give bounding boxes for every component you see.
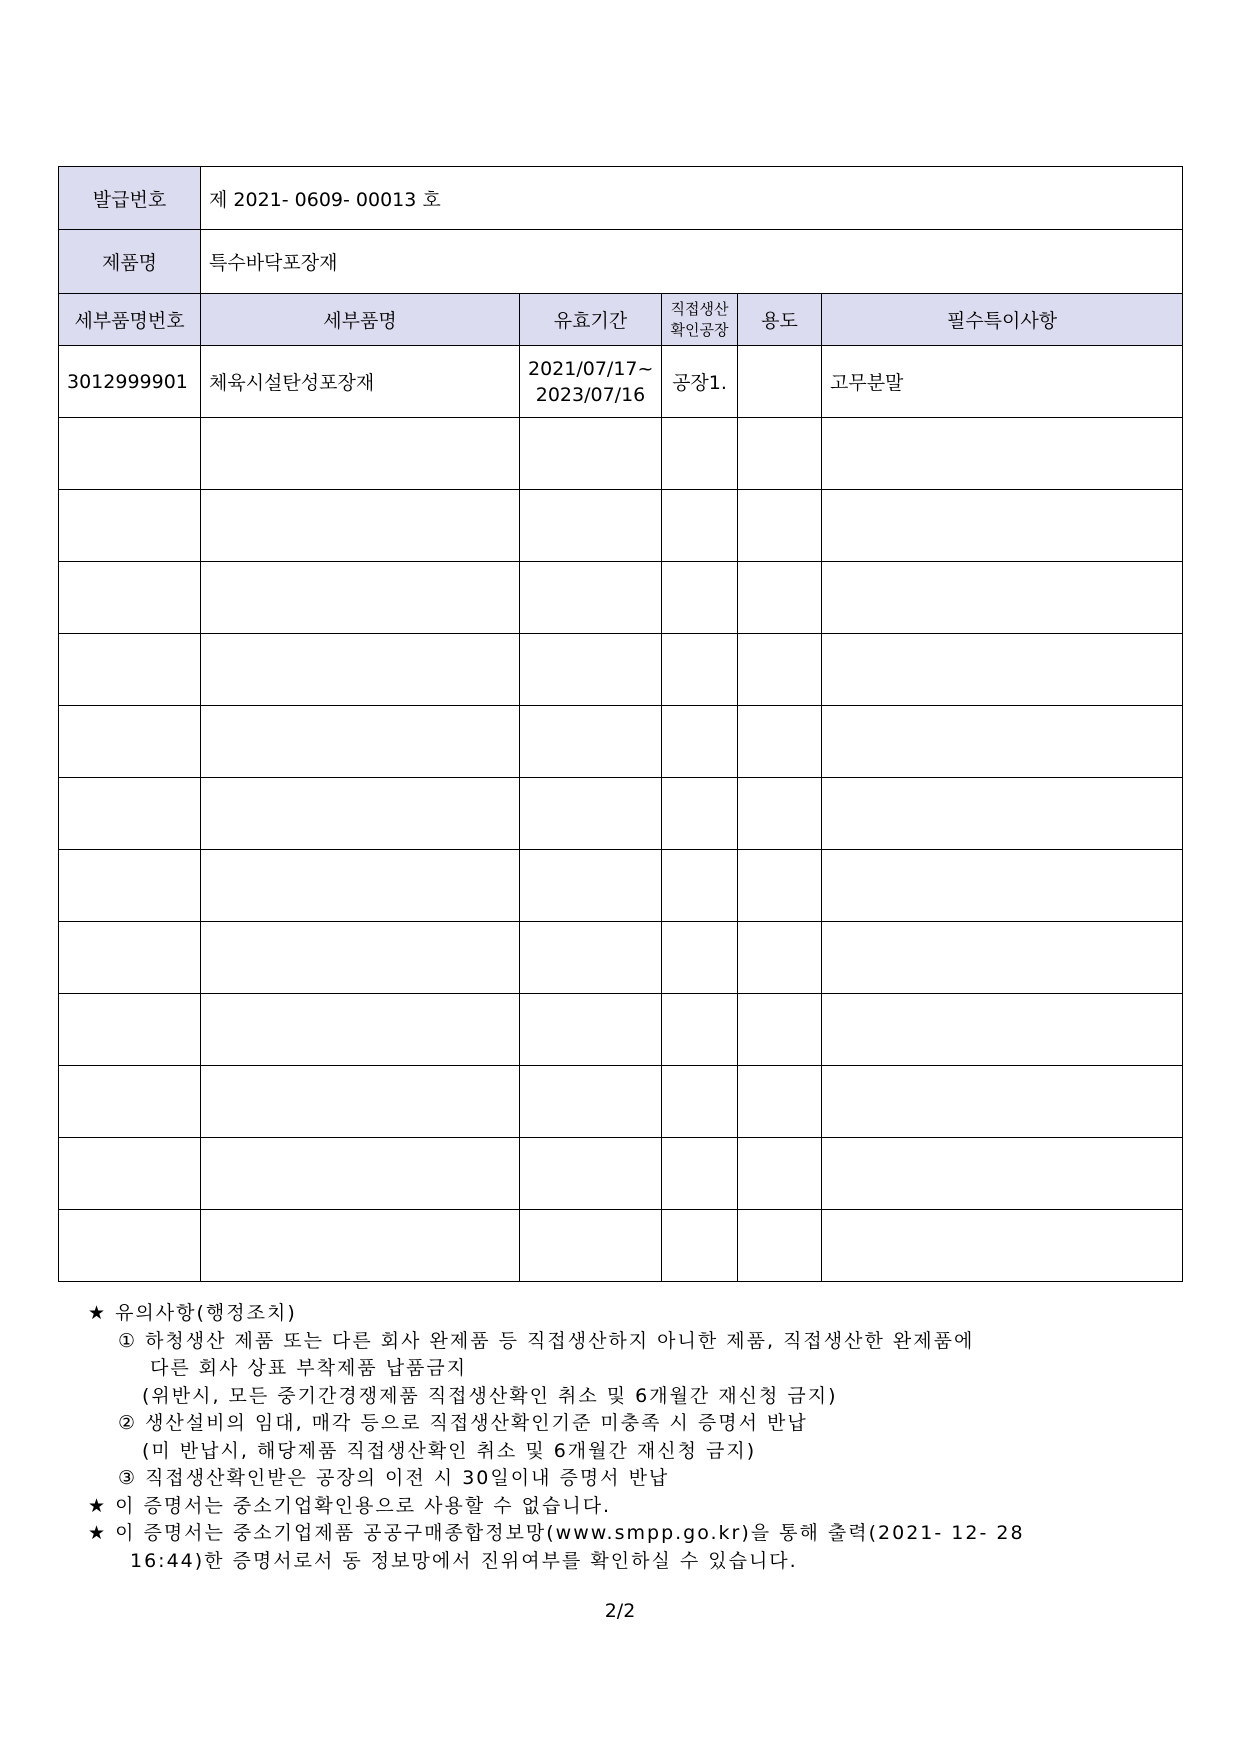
cell-factory — [662, 418, 738, 490]
cell-notes — [822, 1138, 1183, 1210]
issue-number-value: 제 2021- 0609- 00013 호 — [201, 167, 1183, 230]
column-header-row — [59, 294, 1183, 346]
cell-usage — [738, 1066, 822, 1138]
cell-notes — [822, 850, 1183, 922]
cell-usage — [738, 634, 822, 706]
cell-notes — [822, 1210, 1183, 1282]
col-header-notes: 필수특이사항 — [822, 294, 1183, 346]
cell-factory — [662, 1138, 738, 1210]
note-not-for-sme: ★ 이 증명서는 중소기업확인용으로 사용할 수 없습니다. — [88, 1494, 612, 1517]
cell-period — [520, 994, 662, 1066]
note-verification-cont: 16:44)한 증명서로서 동 정보망에서 진위여부를 확인하실 수 있습니다. — [130, 1549, 798, 1572]
cell-code: 3012999901 — [59, 346, 201, 418]
cell-code — [59, 634, 201, 706]
table-row — [59, 850, 1183, 922]
cell-usage — [738, 778, 822, 850]
cell-period — [520, 1066, 662, 1138]
cell-notes — [822, 490, 1183, 562]
cell-notes — [822, 562, 1183, 634]
cell-notes — [822, 634, 1183, 706]
col-header-code: 세부품명번호 — [59, 294, 201, 346]
cell-notes — [822, 994, 1183, 1066]
cell-factory — [662, 1066, 738, 1138]
cell-usage — [738, 562, 822, 634]
cell-period — [520, 490, 662, 562]
table-row — [59, 994, 1183, 1066]
table-row — [59, 490, 1183, 562]
cell-factory — [662, 994, 738, 1066]
cell-code — [59, 490, 201, 562]
cell-factory — [662, 634, 738, 706]
cell-notes — [822, 922, 1183, 994]
cell-name — [201, 562, 520, 634]
issue-number-label: 발급번호 — [59, 167, 201, 230]
cell-code — [59, 922, 201, 994]
cell-usage — [738, 418, 822, 490]
cell-name — [201, 418, 520, 490]
table-row — [59, 634, 1183, 706]
table-row — [59, 562, 1183, 634]
table-row — [59, 1138, 1183, 1210]
cell-period — [520, 418, 662, 490]
table-body — [59, 346, 1183, 1282]
cell-usage — [738, 346, 822, 418]
cell-notes — [822, 418, 1183, 490]
cell-code — [59, 850, 201, 922]
table-row — [59, 418, 1183, 490]
cell-factory — [662, 490, 738, 562]
cell-period — [520, 850, 662, 922]
cell-name — [201, 706, 520, 778]
cell-period — [520, 634, 662, 706]
cell-factory — [662, 850, 738, 922]
cell-usage — [738, 1138, 822, 1210]
note-item-2: ② 생산설비의 임대, 매각 등으로 직접생산확인기준 미충족 시 증명서 반납 — [118, 1412, 808, 1434]
cell-name — [201, 634, 520, 706]
cell-usage — [738, 994, 822, 1066]
table-row — [59, 1210, 1183, 1282]
cell-factory — [662, 562, 738, 634]
note-verification: ★ 이 증명서는 중소기업제품 공공구매종합정보망(www.smpp.go.kr)을 통해 출력(2021- 12- 28 — [88, 1522, 1025, 1544]
note-item-1-penalty: (위반시, 모든 중기간경쟁제품 직접생산확인 취소 및 6개월간 재신청 금지) — [142, 1384, 838, 1407]
cell-factory — [662, 706, 738, 778]
note-item-1: ① 하청생산 제품 또는 다른 회사 완제품 등 직접생산하지 아니한 제품, 직접생산한 완제품에 — [118, 1329, 975, 1352]
product-name-label: 제품명 — [59, 230, 201, 294]
cell-code — [59, 1066, 201, 1138]
cell-code — [59, 1210, 201, 1282]
cell-name — [201, 994, 520, 1066]
table-row — [59, 706, 1183, 778]
cell-factory: 공장1. — [662, 346, 738, 418]
cell-name — [201, 490, 520, 562]
cell-code — [59, 706, 201, 778]
note-item-2-penalty: (미 반납시, 해당제품 직접생산확인 취소 및 6개월간 재신청 금지) — [142, 1439, 757, 1462]
footer-notes — [88, 1300, 1168, 1575]
cell-name — [201, 922, 520, 994]
cell-usage — [738, 490, 822, 562]
note-item-1-cont: 다른 회사 상표 부착제품 납품금지 — [150, 1357, 468, 1379]
cell-period — [520, 706, 662, 778]
cell-usage — [738, 922, 822, 994]
cell-name — [201, 1138, 520, 1210]
cell-usage — [738, 850, 822, 922]
cell-usage — [738, 1210, 822, 1282]
cell-code — [59, 1138, 201, 1210]
certificate-table — [58, 166, 1183, 1282]
cell-code — [59, 994, 201, 1066]
cell-code — [59, 778, 201, 850]
col-header-factory-line2: 확인공장 — [670, 320, 729, 339]
cell-notes — [822, 1066, 1183, 1138]
cell-period — [520, 778, 662, 850]
col-header-name: 세부품명 — [201, 294, 520, 346]
cell-factory — [662, 778, 738, 850]
cell-name — [201, 850, 520, 922]
cell-code — [59, 562, 201, 634]
cell-period — [520, 1210, 662, 1282]
page-number: 2/2 — [604, 1600, 636, 1622]
cell-name — [201, 1210, 520, 1282]
cell-name — [201, 778, 520, 850]
cell-factory — [662, 1210, 738, 1282]
cell-name: 체육시설탄성포장재 — [201, 346, 520, 418]
table-row — [59, 1066, 1183, 1138]
cell-code — [59, 418, 201, 490]
cell-notes — [822, 706, 1183, 778]
cell-usage — [738, 706, 822, 778]
cell-notes — [822, 778, 1183, 850]
note-item-3: ③ 직접생산확인받은 공장의 이전 시 30일이내 증명서 반납 — [118, 1467, 670, 1489]
col-header-period: 유효기간 — [520, 294, 662, 346]
period-start: 2021/07/17~ — [528, 357, 654, 380]
cell-period — [520, 562, 662, 634]
col-header-factory — [662, 294, 738, 346]
cell-period — [520, 1138, 662, 1210]
cell-notes: 고무분말 — [822, 346, 1183, 418]
cell-name — [201, 1066, 520, 1138]
cell-factory — [662, 922, 738, 994]
table-row — [59, 922, 1183, 994]
col-header-factory-line1: 직접생산 — [670, 299, 729, 318]
period-end: 2023/07/16 — [535, 383, 646, 406]
cell-period — [520, 922, 662, 994]
table-row — [59, 778, 1183, 850]
table-row — [59, 346, 1183, 418]
col-header-usage: 용도 — [738, 294, 822, 346]
notes-title: ★ 유의사항(행정조치) — [88, 1302, 297, 1324]
product-name-value: 특수바닥포장재 — [201, 230, 1183, 294]
cell-period — [520, 346, 662, 418]
